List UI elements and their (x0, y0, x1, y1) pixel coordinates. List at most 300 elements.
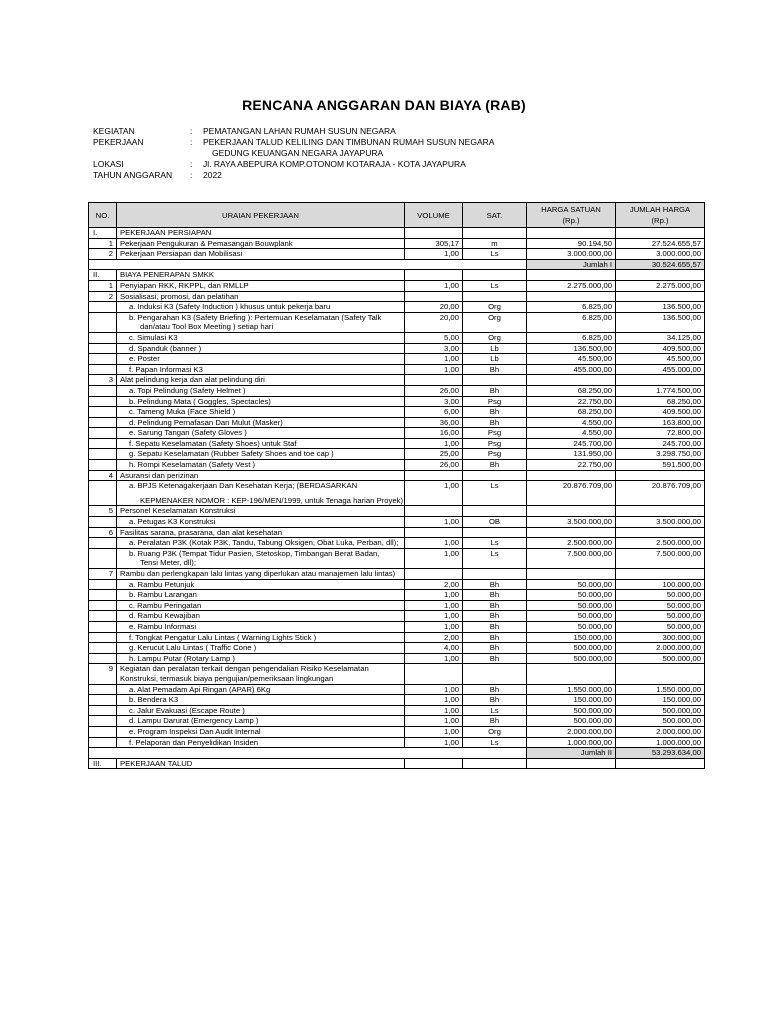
uraian-line: dan/atau Tool Box Meeting ) setiap hari (140, 322, 274, 332)
cell-sat: Bh (463, 653, 527, 664)
cell-uraian (117, 695, 405, 706)
cell-harga-satuan: 1.550.000,00 (527, 684, 616, 695)
cell-harga-satuan: 2.500.000,00 (527, 538, 616, 549)
cell-no (89, 312, 117, 332)
uraian-line: Asuransi dan perizinan (120, 470, 199, 480)
cell-no (89, 364, 117, 375)
table-row (89, 737, 705, 748)
uraian-line: c. Rambu Peringatan (129, 600, 202, 610)
table-row-subtotal (89, 748, 705, 759)
info-value (203, 170, 513, 181)
subtotal-value: 53.293.634,00 (616, 748, 705, 759)
cell-no: 6 (89, 527, 117, 538)
cell-harga-satuan (527, 527, 616, 538)
subtotal-value: 30.524.655,57 (616, 259, 705, 270)
table-row (89, 417, 705, 428)
cell-no (89, 726, 117, 737)
cell-no (89, 600, 117, 611)
table-row (89, 548, 705, 568)
cell-no (89, 481, 117, 506)
cell-harga-satuan (527, 506, 616, 517)
cell-sat: Bh (463, 643, 527, 654)
cell-uraian (117, 332, 405, 343)
uraian-line: Penyiapan RKK, RKPPL, dan RMLLP (120, 280, 249, 290)
cell-sat: Ls (463, 538, 527, 549)
uraian-line: Rambu dan perlengkapan lalu lintas yang diperlukan atau manajemen lalu lintas) (120, 569, 396, 578)
table-row (89, 643, 705, 654)
uraian-line: Tensi Meter, dll); (140, 558, 196, 568)
cell-no (89, 407, 117, 418)
info-separator: : (190, 137, 193, 147)
cell-uraian (117, 312, 405, 332)
cell-harga-satuan: 131.950,00 (527, 449, 616, 460)
cell-uraian (117, 600, 405, 611)
cell-no (89, 517, 117, 528)
cell-sat (463, 569, 527, 580)
cell-uraian (117, 449, 405, 460)
cell-no (89, 332, 117, 343)
info-separator: : (190, 126, 193, 136)
cell-harga-satuan: 68.250,00 (527, 385, 616, 396)
cell-sat: Bh (463, 600, 527, 611)
cell-sat: Lb (463, 343, 527, 354)
cell-jumlah-harga (616, 470, 705, 481)
cell-harga-satuan: 3.500.000,00 (527, 517, 616, 528)
cell-jumlah-harga: 409.500,00 (616, 343, 705, 354)
cell-uraian (117, 354, 405, 365)
cell-sat: Ls (463, 548, 527, 568)
cell-sat: Bh (463, 364, 527, 375)
table-row (89, 428, 705, 439)
table-row (89, 249, 705, 260)
cell-uraian (117, 664, 405, 684)
cell-no: 1 (89, 280, 117, 291)
cell-volume: 1,00 (405, 354, 463, 365)
uraian-line: b. Bendera K3 (129, 695, 179, 705)
cell-uraian (117, 716, 405, 727)
cell-sat (463, 758, 527, 769)
table-row (89, 407, 705, 418)
header-line: (Rp.) (651, 216, 669, 225)
cell-no (89, 538, 117, 549)
cell-uraian (117, 470, 405, 481)
cell-volume (405, 470, 463, 481)
uraian-line: a. Petugas K3 Konstruksi (129, 517, 216, 527)
cell-harga-satuan: 245.700,00 (527, 438, 616, 449)
cell-no (89, 579, 117, 590)
cell-jumlah-harga: 50.000,00 (616, 621, 705, 632)
cell-harga-satuan: 50.000,00 (527, 611, 616, 622)
cell-uraian (117, 758, 405, 769)
cell-volume: 20,00 (405, 302, 463, 313)
cell-sat (463, 291, 527, 302)
cell-uraian (117, 280, 405, 291)
cell-volume: 1,00 (405, 653, 463, 664)
cell-volume: 20,00 (405, 312, 463, 332)
table-row (89, 438, 705, 449)
table-row (89, 449, 705, 460)
cell-no (89, 684, 117, 695)
cell-no: II. (89, 270, 117, 281)
cell-no (89, 385, 117, 396)
cell-jumlah-harga (616, 228, 705, 239)
cell-volume (405, 569, 463, 580)
cell-uraian (117, 249, 405, 260)
cell-harga-satuan: 2.275.000,00 (527, 280, 616, 291)
cell-no (89, 354, 117, 365)
cell-uraian (117, 460, 405, 471)
cell-volume: 2,00 (405, 579, 463, 590)
uraian-line: g. Sepatu Keselamatan (Rubber Safety Shoes and toe cap ) (129, 449, 334, 459)
cell-uraian (117, 538, 405, 549)
cell-sat (463, 470, 527, 481)
cell-no (89, 449, 117, 460)
cell-uraian (117, 579, 405, 590)
cell-no: I. (89, 228, 117, 239)
cell-sat (463, 664, 527, 684)
cell-uraian (117, 396, 405, 407)
cell-jumlah-harga (616, 291, 705, 302)
uraian-line: PEKERJAAN TALUD (120, 758, 193, 768)
cell-jumlah-harga: 2.500.000,00 (616, 538, 705, 549)
uraian-line: a. Topi Pelindung (Safety Helmet ) (129, 385, 246, 395)
cell-volume: 3,00 (405, 396, 463, 407)
cell-harga-satuan: 90.194,50 (527, 238, 616, 249)
cell-sat: Org (463, 726, 527, 737)
cell-jumlah-harga: 1.774.500,00 (616, 385, 705, 396)
cell-sat (463, 375, 527, 386)
table-row (89, 664, 705, 684)
uraian-line: a. Induksi K3 (Safety Induction ) khusus untuk pekerja baru (129, 302, 331, 312)
subtotal-spacer (89, 259, 527, 270)
cell-volume: 26,00 (405, 385, 463, 396)
cell-volume: 1,00 (405, 481, 463, 506)
table-row (89, 684, 705, 695)
cell-jumlah-harga: 20.876.709,00 (616, 481, 705, 506)
cell-sat: Bh (463, 385, 527, 396)
cell-jumlah-harga: 100.000,00 (616, 579, 705, 590)
cell-sat: Lb (463, 354, 527, 365)
uraian-line: b. Pengarahan K3 (Safety Briefing ): Pertemuan Keselamatan (Safety Talk (129, 312, 382, 322)
table-row (89, 611, 705, 622)
cell-volume: 16,00 (405, 428, 463, 439)
cell-harga-satuan: 6.825,00 (527, 302, 616, 313)
cell-sat (463, 270, 527, 281)
uraian-line: c. Tameng Muka (Face Shield ) (129, 407, 236, 417)
cell-volume: 1,00 (405, 705, 463, 716)
uraian-line: Sosialisasi, promosi, dan pelatihan (120, 291, 239, 301)
cell-harga-satuan: 50.000,00 (527, 579, 616, 590)
cell-no: 1 (89, 238, 117, 249)
cell-harga-satuan: 6.825,00 (527, 312, 616, 332)
cell-no (89, 417, 117, 428)
cell-jumlah-harga: 409.500,00 (616, 407, 705, 418)
uraian-line: Konstruksi, termasuk biaya pengujian/pemeriksaan lingkungan (120, 673, 334, 683)
table-row (89, 600, 705, 611)
cell-volume: 1,00 (405, 280, 463, 291)
cell-uraian (117, 506, 405, 517)
cell-volume: 1,00 (405, 611, 463, 622)
cell-volume (405, 664, 463, 684)
table-row (89, 481, 705, 506)
cell-uraian (117, 569, 405, 580)
cell-no: 5 (89, 506, 117, 517)
cell-no (89, 428, 117, 439)
cell-no: 4 (89, 470, 117, 481)
project-info (93, 126, 513, 181)
cell-uraian (117, 621, 405, 632)
cell-volume (405, 527, 463, 538)
cell-volume: 1,00 (405, 695, 463, 706)
uraian-line: f. Tongkat Pengatur Lalu Lintas ( Warning Lights Stick ) (129, 632, 317, 642)
info-row-tahun-anggaran (93, 170, 513, 181)
cell-sat: Psg (463, 428, 527, 439)
cell-no (89, 716, 117, 727)
cell-jumlah-harga (616, 527, 705, 538)
header-uraian: URAIAN PEKERJAAN (117, 203, 405, 228)
rab-table (88, 202, 705, 769)
cell-sat: Ls (463, 737, 527, 748)
info-row-pekerjaan (93, 137, 513, 159)
table-row (89, 527, 705, 538)
cell-jumlah-harga: 245.700,00 (616, 438, 705, 449)
table-row (89, 569, 705, 580)
header-line: JUMLAH HARGA (629, 205, 691, 214)
cell-uraian (117, 228, 405, 239)
cell-volume: 1,00 (405, 438, 463, 449)
cell-jumlah-harga (616, 375, 705, 386)
document-title: RENCANA ANGGARAN DAN BIAYA (RAB) (242, 97, 526, 113)
cell-no (89, 653, 117, 664)
cell-harga-satuan (527, 375, 616, 386)
cell-volume: 1,00 (405, 590, 463, 601)
cell-jumlah-harga: 72.800,00 (616, 428, 705, 439)
table-row (89, 538, 705, 549)
cell-jumlah-harga (616, 664, 705, 684)
info-line: Jl. RAYA ABEPURA KOMP.OTONOM KOTARAJA - KOTA JAYAPURA (203, 159, 466, 169)
cell-harga-satuan: 3.000.000,00 (527, 249, 616, 260)
cell-jumlah-harga: 2.275.000,00 (616, 280, 705, 291)
cell-jumlah-harga: 136.500,00 (616, 302, 705, 313)
cell-harga-satuan: 50.000,00 (527, 600, 616, 611)
cell-volume: 1,00 (405, 600, 463, 611)
cell-no (89, 343, 117, 354)
info-key: KEGIATAN (93, 126, 135, 136)
uraian-line: b. Pelindung Mata ( Goggles, Spectacles) (129, 396, 271, 406)
cell-harga-satuan: 150.000,00 (527, 632, 616, 643)
uraian-line: e. Sarung Tangan (Safety Gloves ) (129, 428, 247, 438)
cell-volume (405, 758, 463, 769)
table-row (89, 579, 705, 590)
cell-uraian (117, 438, 405, 449)
uraian-line: a. Rambu Petunjuk (129, 579, 195, 589)
cell-uraian (117, 517, 405, 528)
cell-uraian (117, 238, 405, 249)
cell-no: III. (89, 758, 117, 769)
table-row (89, 621, 705, 632)
uraian-line: h. Lampu Putar (Rotary Lamp ) (129, 653, 235, 663)
cell-no (89, 438, 117, 449)
info-line: GEDUNG KEUANGAN NEGARA JAYAPURA (212, 148, 384, 158)
cell-sat: Bh (463, 460, 527, 471)
cell-no: 3 (89, 375, 117, 386)
cell-no (89, 396, 117, 407)
table-header-row (89, 203, 705, 228)
table-row (89, 705, 705, 716)
cell-sat: Ls (463, 249, 527, 260)
cell-no (89, 737, 117, 748)
cell-no: 9 (89, 664, 117, 684)
table-row (89, 280, 705, 291)
subtotal-label: Jumlah II (527, 748, 616, 759)
cell-sat: Bh (463, 579, 527, 590)
table-row (89, 332, 705, 343)
cell-sat: Bh (463, 590, 527, 601)
cell-jumlah-harga: 1.550.000,00 (616, 684, 705, 695)
cell-no (89, 643, 117, 654)
uraian-line: b. Rambu Larangan (129, 590, 197, 600)
uraian-line: Alat pelindung kerja dan alat pelindung diri (120, 375, 265, 385)
uraian-line: e. Program Inspeksi Dan Audit Internal (129, 726, 261, 736)
cell-harga-satuan: 500.000,00 (527, 653, 616, 664)
cell-volume: 1,00 (405, 548, 463, 568)
cell-sat: Bh (463, 684, 527, 695)
cell-harga-satuan: 45.500,00 (527, 354, 616, 365)
cell-uraian (117, 611, 405, 622)
table-row (89, 695, 705, 706)
cell-volume: 5,00 (405, 332, 463, 343)
cell-volume (405, 375, 463, 386)
uraian-line: f. Sepatu Keselamatan (Safety Shoes) untuk Staf (129, 438, 297, 448)
uraian-line: Kegiatan dan peralatan terkait dengan pengendalian Risiko Keselamatan (120, 664, 369, 674)
subtotal-label: Jumlah I (527, 259, 616, 270)
cell-jumlah-harga: 500.000,00 (616, 716, 705, 727)
cell-jumlah-harga: 45.500,00 (616, 354, 705, 365)
cell-volume: 1,00 (405, 737, 463, 748)
uraian-line: d. Pelindung Pernafasan Dan Mulut (Masker) (129, 417, 283, 427)
uraian-line: f. Pelaporan dan Penyelidikan Insiden (129, 737, 259, 747)
cell-jumlah-harga: 455.000,00 (616, 364, 705, 375)
cell-no: 2 (89, 291, 117, 302)
cell-harga-satuan: 68.250,00 (527, 407, 616, 418)
cell-uraian (117, 726, 405, 737)
cell-jumlah-harga: 50.000,00 (616, 600, 705, 611)
cell-jumlah-harga: 500.000,00 (616, 653, 705, 664)
cell-volume: 1,00 (405, 517, 463, 528)
info-value (203, 159, 513, 170)
cell-jumlah-harga: 136.500,00 (616, 312, 705, 332)
uraian-line: c. Jalur Evakuasi (Escape Route ) (129, 705, 245, 715)
cell-no (89, 590, 117, 601)
uraian-line: h. Rompi Keselamatan (Safety Vest ) (129, 460, 256, 470)
table-row (89, 590, 705, 601)
cell-no (89, 695, 117, 706)
cell-jumlah-harga: 2.000.000,00 (616, 726, 705, 737)
cell-uraian (117, 364, 405, 375)
uraian-line: PEKERJAAN PERSIAPAN (120, 228, 212, 237)
cell-jumlah-harga: 163.800,00 (616, 417, 705, 428)
cell-no (89, 460, 117, 471)
cell-sat: Bh (463, 695, 527, 706)
cell-harga-satuan (527, 228, 616, 239)
uraian-line: e. Poster (129, 354, 160, 364)
uraian-line: a. BPJS Ketenagakerjaan Dan Kesehatan Kerja; (BERDASARKAN (129, 481, 358, 491)
info-line: PEMATANGAN LAHAN RUMAH SUSUN NEGARA (203, 126, 396, 136)
cell-harga-satuan: 22.750,00 (527, 396, 616, 407)
info-key: PEKERJAAN (93, 137, 144, 147)
info-value (203, 126, 513, 137)
cell-harga-satuan: 4.550,00 (527, 417, 616, 428)
cell-jumlah-harga (616, 758, 705, 769)
cell-harga-satuan: 50.000,00 (527, 590, 616, 601)
cell-no (89, 611, 117, 622)
cell-sat: Psg (463, 396, 527, 407)
cell-harga-satuan: 1.000.000,00 (527, 737, 616, 748)
cell-harga-satuan (527, 270, 616, 281)
cell-jumlah-harga (616, 270, 705, 281)
table-row (89, 343, 705, 354)
uraian-line: b. Ruang P3K (Tempat Tidur Pasien, Stetoskop, Timbangan Berat Badan, (129, 548, 380, 558)
cell-jumlah-harga: 3.500.000,00 (616, 517, 705, 528)
table-row (89, 291, 705, 302)
cell-uraian (117, 684, 405, 695)
table-row (89, 632, 705, 643)
header-sat: SAT. (463, 203, 527, 228)
header-volume: VOLUME (405, 203, 463, 228)
uraian-line: a. Alat Pemadam Api Ringan (APAR) 6Kg (129, 684, 271, 694)
cell-harga-satuan: 500.000,00 (527, 716, 616, 727)
cell-volume: 3,00 (405, 343, 463, 354)
cell-sat (463, 506, 527, 517)
cell-jumlah-harga: 300.000,00 (616, 632, 705, 643)
cell-volume (405, 228, 463, 239)
table-row (89, 312, 705, 332)
cell-uraian (117, 407, 405, 418)
cell-sat: Psg (463, 449, 527, 460)
cell-jumlah-harga: 3.298.750,00 (616, 449, 705, 460)
cell-sat: Org (463, 302, 527, 313)
cell-uraian (117, 548, 405, 568)
uraian-line: Fasilitas sarana, prasarana, dan alat kesehatan (120, 527, 282, 537)
cell-sat: Bh (463, 621, 527, 632)
cell-uraian (117, 270, 405, 281)
cell-sat (463, 228, 527, 239)
cell-jumlah-harga (616, 569, 705, 580)
uraian-line: e. Rambu Informasi (129, 621, 197, 631)
cell-jumlah-harga: 7.500.000,00 (616, 548, 705, 568)
cell-sat: Bh (463, 417, 527, 428)
cell-harga-satuan: 500.000,00 (527, 705, 616, 716)
uraian-line: c. Simulasi K3 (129, 332, 178, 342)
cell-uraian (117, 737, 405, 748)
cell-harga-satuan: 50.000,00 (527, 621, 616, 632)
cell-harga-satuan: 4.550,00 (527, 428, 616, 439)
cell-harga-satuan (527, 291, 616, 302)
cell-volume: 1,00 (405, 364, 463, 375)
table-row (89, 517, 705, 528)
cell-volume: 305,17 (405, 238, 463, 249)
uraian-line: Pekerjaan Persiapan dan Mobilisasi (120, 249, 243, 259)
info-value (203, 137, 513, 159)
table-row (89, 470, 705, 481)
cell-jumlah-harga: 150.000,00 (616, 695, 705, 706)
cell-jumlah-harga: 27.524.655,57 (616, 238, 705, 249)
cell-uraian (117, 417, 405, 428)
cell-uraian (117, 291, 405, 302)
table-row (89, 726, 705, 737)
cell-volume: 1,00 (405, 621, 463, 632)
cell-harga-satuan: 150.000,00 (527, 695, 616, 706)
